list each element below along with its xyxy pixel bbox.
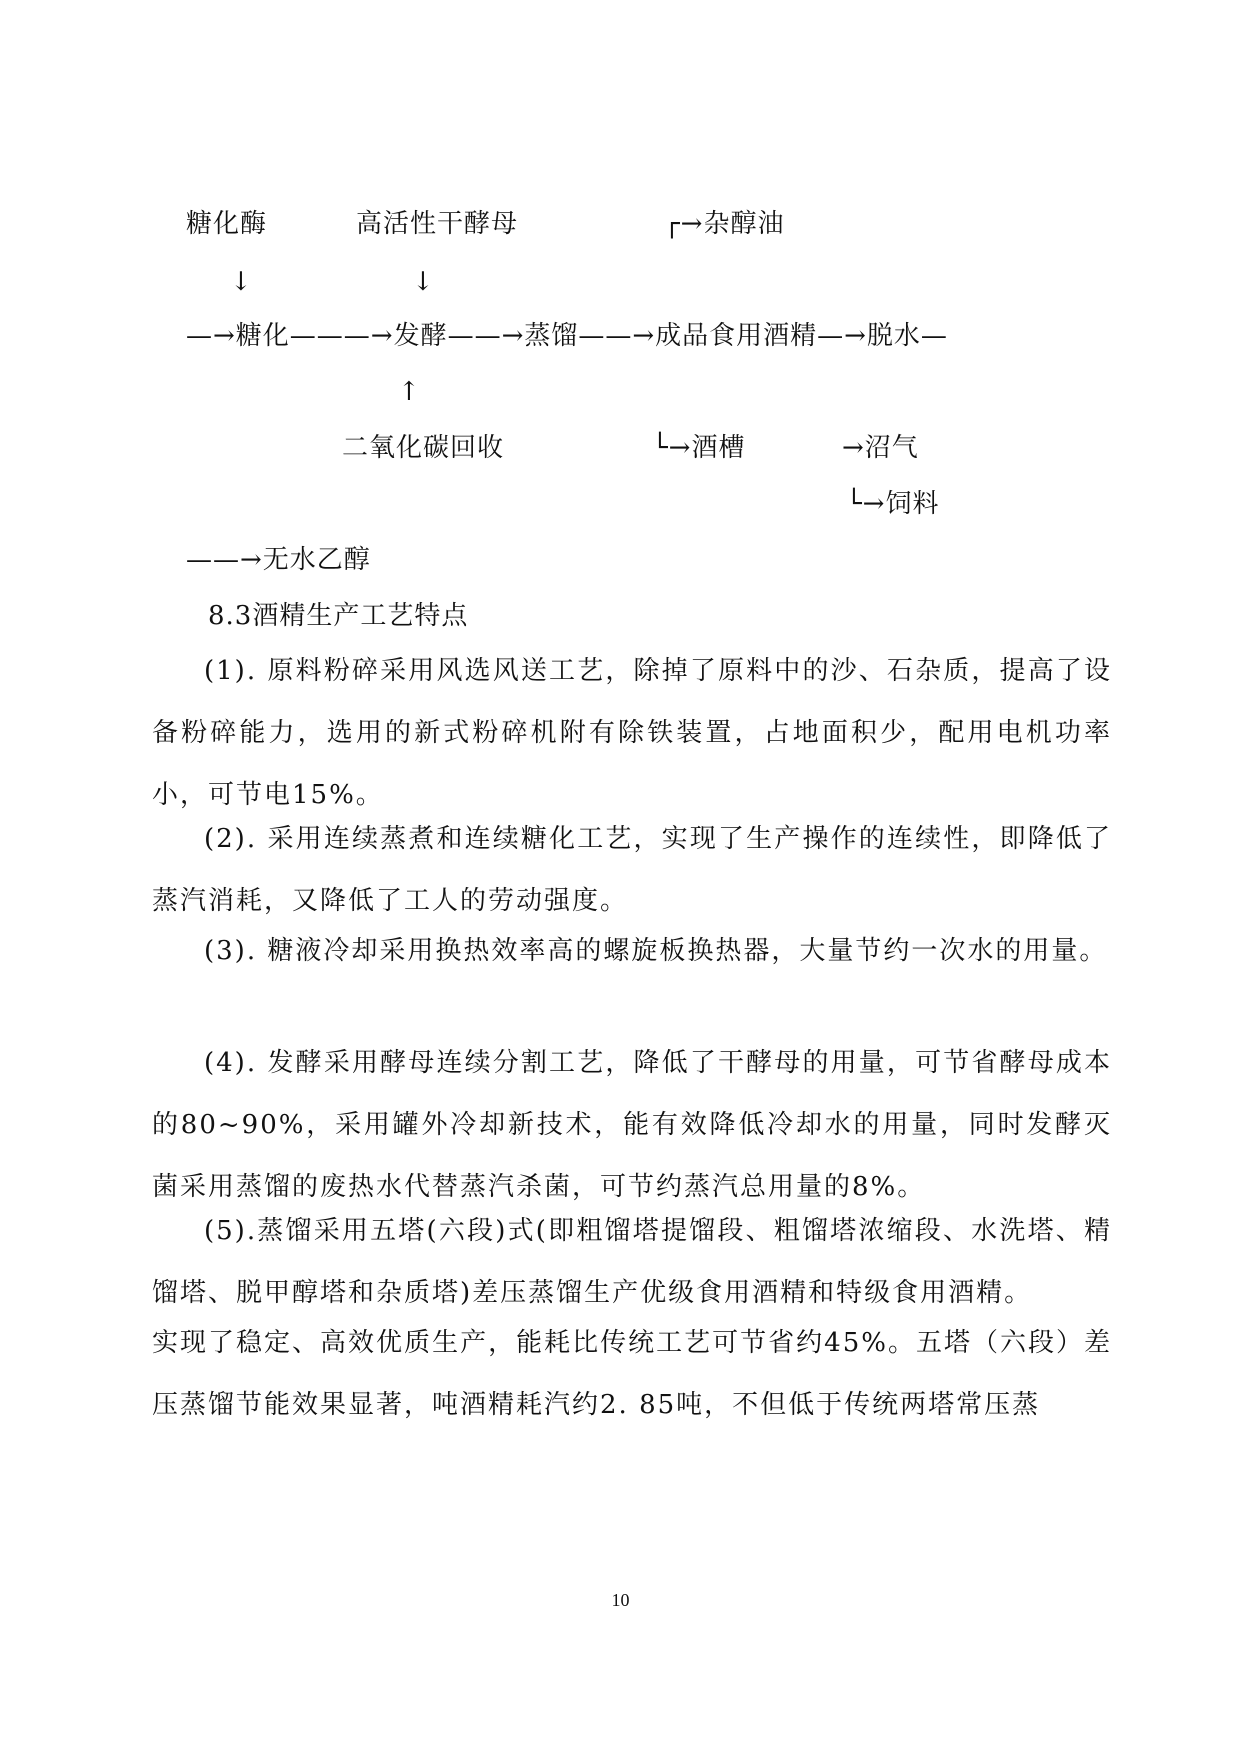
paragraph-3: (3). 糖液冷却采用换热效率高的螺旋板换热器，大量节约一次水的用量。 [204,936,1108,966]
diagram-arrow-up-co2: ↑ [398,377,421,407]
diagram-main-flow: —→糖化———→发酵——→蒸馏——→成品食用酒精—→脱水— [186,321,948,351]
diagram-anhydrous-ethanol: ——→无水乙醇 [186,545,371,575]
diagram-feed: └→饲料 [846,489,940,519]
paragraph-2: (2). 采用连续蒸煮和连续糖化工艺，实现了生产操作的连续性，即降低了蒸汽消耗，又降低了工人的劳动强度。 [152,824,1112,916]
diagram-enzyme: 糖化酶 [186,209,268,239]
diagram-arrow-down-enzyme: ↓ [230,267,253,297]
paragraph-1: (1). 原料粉碎采用风选风送工艺，除掉了原料中的沙、石杂质，提高了设备粉碎能力，选用的新式粉碎机附有除铁装置，占地面积少，配用电机功率小，可节电15%。 [152,656,1112,810]
diagram-biogas: →沼气 [842,433,919,463]
page-number: 10 [611,1590,630,1610]
diagram-vinasse: └→酒槽 [652,433,746,463]
diagram-arrow-down-yeast: ↓ [412,267,435,297]
section-heading: 8.3酒精生产工艺特点 [208,601,469,631]
paragraph-6: 实现了稳定、高效优质生产，能耗比传统工艺可节省约45%。五塔（六段）差压蒸馏节能效果显著，吨酒精耗汽约2. 85吨，不但低于传统两塔常压蒸 [152,1328,1112,1420]
diagram-yeast: 高活性干酵母 [356,209,519,239]
paragraph-4: (4). 发酵采用酵母连续分割工艺，降低了干酵母的用量，可节省酵母成本的80~90%，采用罐外冷却新技术，能有效降低冷却水的用量，同时发酵灭菌采用蒸馏的废热水代替蒸汽杀菌，可节约蒸汽总用量的8%。 [152,1048,1112,1202]
paragraph-5: (5).蒸馏采用五塔(六段)式(即粗馏塔提馏段、粗馏塔浓缩段、水洗塔、精馏塔、脱甲醇塔和杂质塔)差压蒸馏生产优级食用酒精和特级食用酒精。 [152,1216,1112,1308]
diagram-fusel-oil: ┌→杂醇油 [664,209,785,239]
diagram-co2-recovery: 二氧化碳回收 [342,433,505,463]
